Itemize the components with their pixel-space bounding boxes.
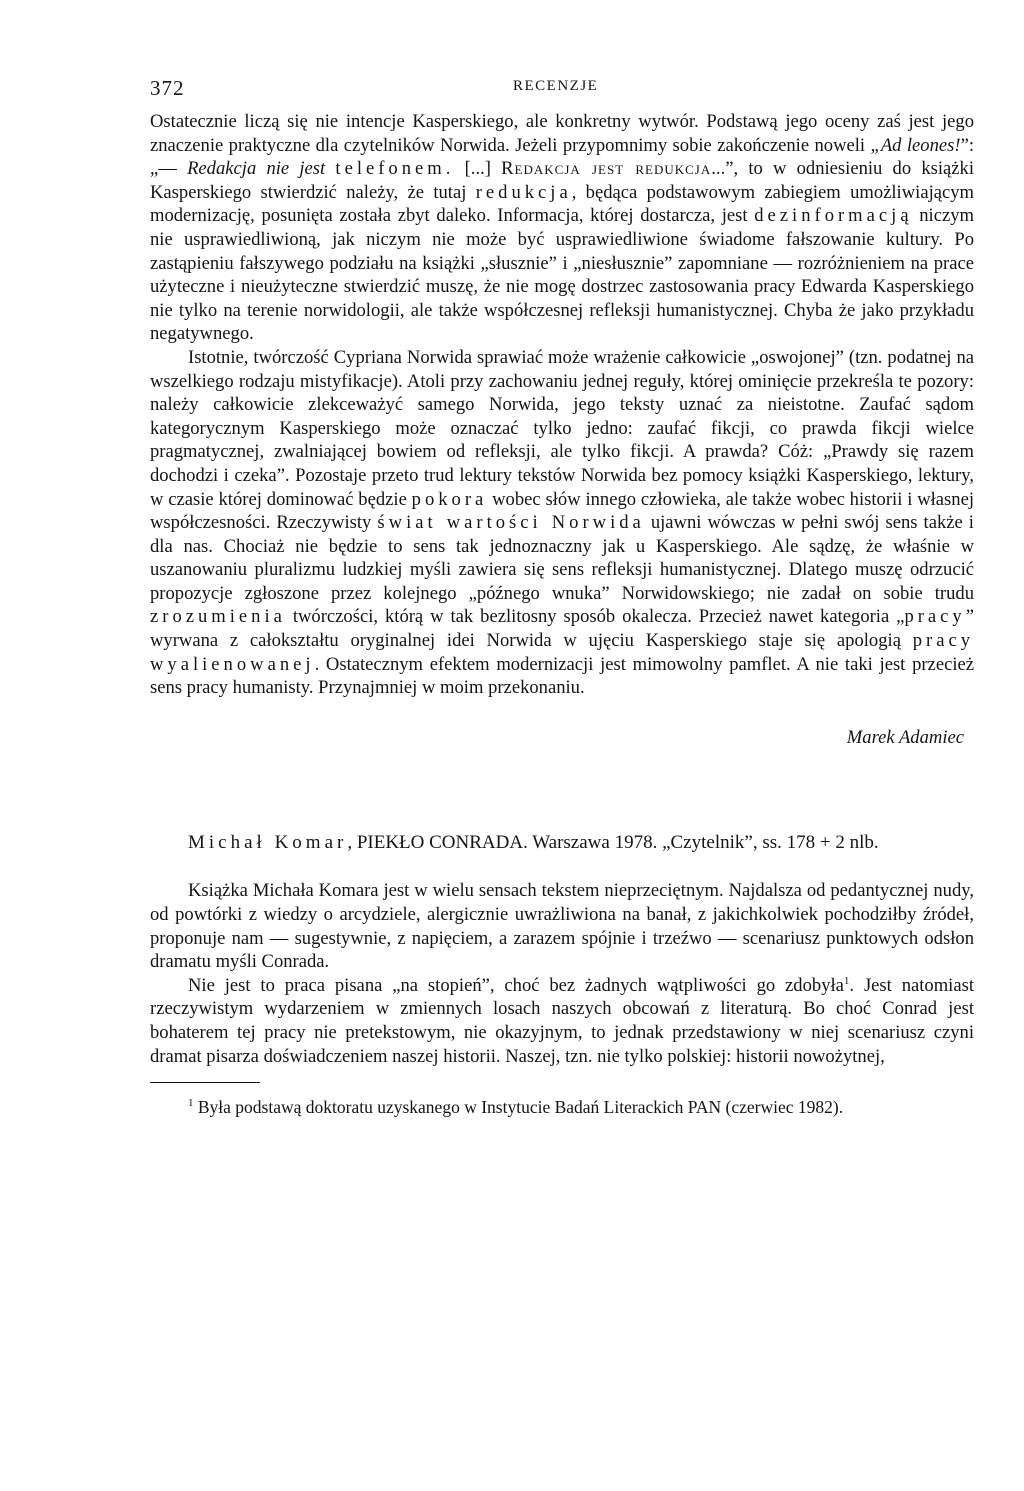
footnote — [150, 1095, 974, 1119]
text-run: twórczości, którą w tak bezlitosny sposób okalecza. Przecież nawet kategoria „ — [285, 606, 905, 628]
text-run: Ostatecznie liczą się nie intencje Kasperskiego, ale konkretny wytwór. Podstawą jego oceny zaś jest jego znaczenie praktyczne dla czytelników Norwida. Jeżeli przypomnimy sobie zakończenie noweli — [150, 111, 974, 156]
page — [150, 70, 974, 1119]
text-run: ...”, to w odniesieniu do książki Kasperskiego stwierdzić należy, że tutaj — [150, 158, 975, 203]
text-run: . Ostatecznym efektem modernizacji jest mimowolny pamflet. A nie taki jest przecież sens pracy humanisty. Przynajmniej w moim przekonaniu. — [150, 653, 974, 699]
text-run: Nie jest to praca pisana „na stopień”, choć bez żadnych wątpliwości go zdobyła — [188, 974, 844, 996]
review-author: Michał Komar — [188, 832, 348, 854]
text-run: niczym nie usprawiedliwioną, jak niczym nie może być usprawiedliwione świadome fałszowanie kultury. Po zastąpieniu fałszywego podziału na książki „słusznie” i „niesłusznie” zapomniane — rozróżnieniem na prace użyteczne i nieużyteczne stwierdzić muszę, że nie mogę dostrzec zastosowania pracy Edwarda Kasperskiego nie tylko na terenie norwidologii, ale także współczesnej refleksji humanistycznej. Chyba że jako przykładu negatywnego. — [150, 205, 974, 345]
spaced-emphasis: telefonem. — [335, 158, 455, 180]
footnote-reference[interactable]: 1 — [843, 974, 850, 987]
review-signature: Marek Adamiec — [846, 726, 964, 748]
text-run: [...] — [454, 158, 502, 180]
text-run: , będąca podstawowym zabiegiem umożliwiającym modernizację, posunięta została zbyt daleko. Informacja, której dostarcza, jest — [150, 181, 975, 227]
footnote-divider — [150, 1082, 260, 1083]
paragraph — [150, 974, 974, 1068]
spaced-emphasis: pracy — [904, 606, 966, 628]
spaced-emphasis: dezinformacją — [754, 205, 913, 227]
text-run: Istotnie, twórczość Cypriana Norwida sprawiać może wrażenie całkowicie „oswojonej” (tzn. podatnej na wszelkiego rodzaju mistyfikacje). Atoli przy zachowaniu jednej reguły, której ominięcie przekreśla te pozory: należy całkowicie zlekceważyć samego Norwida, jego teksty uznać za nieistotne. Zaufać sądom kategorycznym Kasperskiego może oznaczać tylko jedno: zaufać fikcji, co prawda fikcji wielce pragmatycznej, zwalniającej bowiem od refleksji, ale tylko fikcji. A prawda? Cóż: „Prawdy się razem dochodzi i czeka”. Pozostaje przeto trud lektury tekstów Norwida bez pomocy książki Kasperskiego, lektury, w czasie której dominować będzie — [150, 346, 974, 510]
spaced-emphasis: pokora — [411, 488, 488, 510]
paragraph: Książka Michała Komara jest w wielu sensach tekstem nieprzeciętnym. Najdalsza od pedantycznej nudy, od powtórki z wiedzy o arcydziele, alergicznie uwrażliwiona na banał, z jakichkolwiek pochodziłby źródeł, proponuje nam — sugestywnie, z napięciem, a zarazem spójnie i trzeźwo — scenariusz punktowych odsłon dramatu myśli Conrada. — [150, 880, 974, 973]
text-run: ” wyrwana z całokształtu oryginalnej idei Norwida w ujęciu Kasperskiego staje się apologią — [150, 606, 974, 652]
footnote-mark: 1 — [188, 1097, 194, 1110]
text-run: ujawni wówczas w pełni swój sens także i dla nas. Chociaż nie będzie to sens tak jednoznaczny jak u Kasperskiego. Ale sądzę, że właśnie w uszanowaniu pluralizmu ludzkiej myśli zawiera się sens refleksji humanistycznej. Dlatego muszę odrzucić propozycje zgłoszone przez kolejnego „późnego wnuka” Norwidowskiego; nie zadał on sobie trudu — [150, 512, 974, 604]
text-run: wobec słów innego człowieka, ale także wobec historii i własnej współczesności. Rzeczywisty — [150, 488, 974, 534]
footnote-text: Była podstawą doktoratu uzyskanego w Instytucie Badań Literackich PAN (czerwiec 1982). — [193, 1097, 844, 1118]
citation-text: , PIEKŁO CONRADA. Warszawa 1978. „Czytelnik”, ss. 178 + 2 nlb. — [347, 832, 879, 854]
spaced-emphasis: pracy wyalienowanej — [150, 630, 974, 675]
running-head: RECENZJE — [513, 78, 599, 94]
spaced-emphasis: świat wartości Norwida — [377, 512, 645, 534]
spaced-emphasis: redukcja — [475, 181, 572, 203]
review-citation — [150, 829, 974, 857]
paragraph — [150, 110, 974, 346]
quoted-italic: Redakcja nie jest — [187, 158, 326, 180]
quoted-title: „Ad leones! — [870, 134, 961, 156]
review-komar — [150, 879, 974, 1068]
smallcaps-quote: Redakcja jest redukcja — [501, 158, 712, 180]
spaced-emphasis: zrozumienia — [150, 606, 286, 628]
page-number: 372 — [150, 76, 185, 100]
text-run: ”: „— — [150, 134, 974, 180]
text-run: . Jest natomiast rzeczywistym wydarzeniem w zmiennych losach naszych obcowań z literaturą. Bo choć Conrad jest bohaterem tej pracy nie pretekstowym, nie okazyjnym, to jednak przedstawiony w niej scenariusz czyni dramat pisarza doświadczeniem naszej historii. Naszej, tzn. nie tylko polskiej: historii nowożytnej, — [150, 974, 975, 1067]
page-header — [150, 70, 974, 110]
paragraph — [150, 346, 974, 700]
review-adamiec — [150, 110, 974, 749]
